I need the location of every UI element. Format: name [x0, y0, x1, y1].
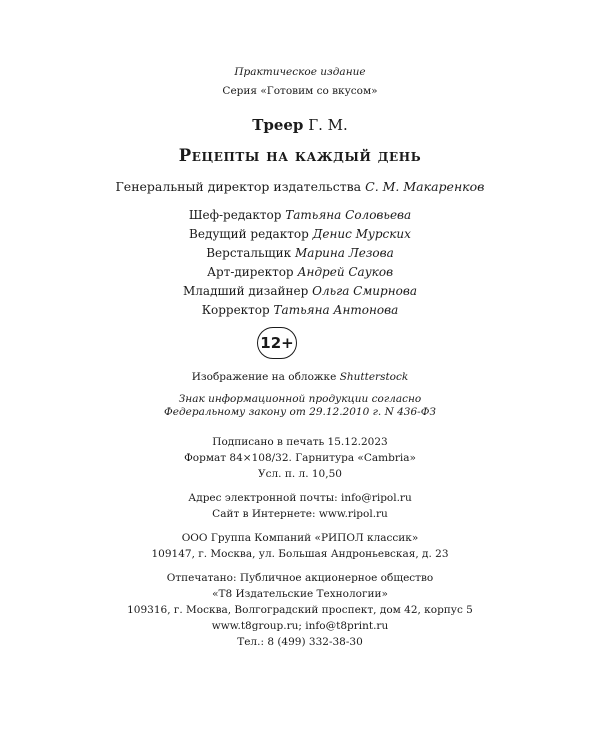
staff-role: Арт-директор [206, 265, 294, 279]
publisher-address: 109147, г. Москва, ул. Большая Андроньевская, д. 23 [151, 548, 449, 560]
printer-line-3: 109316, г. Москва, Волгоградский проспект, дом 42, корпус 5 [127, 604, 473, 616]
author-line [0, 115, 600, 135]
staff-name: Татьяна Соловьева [285, 208, 412, 222]
staff-name: Ольга Смирнова [312, 284, 417, 298]
publisher-name: ООО Группа Компаний «РИПОЛ классик» [181, 532, 419, 544]
staff-junior-designer [0, 283, 600, 299]
author-initials: Г. М. [308, 116, 348, 134]
info-mark-line-1: Знак информационной продукции согласно [178, 393, 422, 405]
staff-name: Денис Мурских [312, 227, 411, 241]
staff-chief-editor [0, 207, 600, 223]
info-mark-line-2: Федеральному закону от 29.12.2010 г. N 436-ФЗ [164, 406, 436, 418]
cover-image-source: Shutterstock [339, 371, 409, 383]
printer-line-1: Отпечатано: Публичное акционерное общество [166, 572, 434, 584]
age-rating-badge: 12+ [257, 327, 297, 359]
printer-line-4: www.t8group.ru; info@t8print.ru [211, 620, 389, 632]
staff-role: Верстальщик [206, 246, 292, 260]
staff-name: Андрей Сауков [297, 265, 394, 279]
printer-line-5: Тел.: 8 (499) 332-38-30 [237, 636, 363, 648]
staff-role: Шеф-редактор [188, 208, 282, 222]
print-signed-date: Подписано в печать 15.12.2023 [212, 436, 388, 448]
general-director-name: С. М. Макаренков [365, 179, 485, 194]
staff-proofreader [0, 302, 600, 318]
printer-line-2: «Т8 Издательские Технологии» [212, 588, 388, 600]
cover-image-credit [0, 371, 600, 384]
cover-image-label: Изображение на обложке [191, 371, 337, 383]
staff-layout-designer [0, 245, 600, 261]
staff-name: Татьяна Антонова [273, 303, 399, 317]
staff-art-director [0, 264, 600, 280]
book-title: Рецепты на каждый день [178, 146, 422, 165]
print-format: Формат 84×108/32. Гарнитура «Cambria» [184, 452, 416, 464]
contact-email: Адрес электронной почты: info@ripol.ru [188, 492, 412, 504]
print-sheets: Усл. п. л. 10,50 [258, 468, 342, 480]
staff-role: Младший дизайнер [183, 284, 309, 298]
staff-name: Марина Лезова [295, 246, 394, 260]
contact-site: Сайт в Интернете: www.ripol.ru [212, 508, 388, 520]
general-director-line [0, 179, 600, 195]
author-surname: Треер [252, 116, 304, 134]
series-name: Серия «Готовим со вкусом» [222, 85, 378, 97]
staff-role: Ведущий редактор [189, 227, 309, 241]
staff-role: Корректор [201, 303, 270, 317]
staff-lead-editor [0, 226, 600, 242]
general-director-role: Генеральный директор издательства [115, 179, 362, 194]
edition-type: Практическое издание [234, 66, 366, 78]
